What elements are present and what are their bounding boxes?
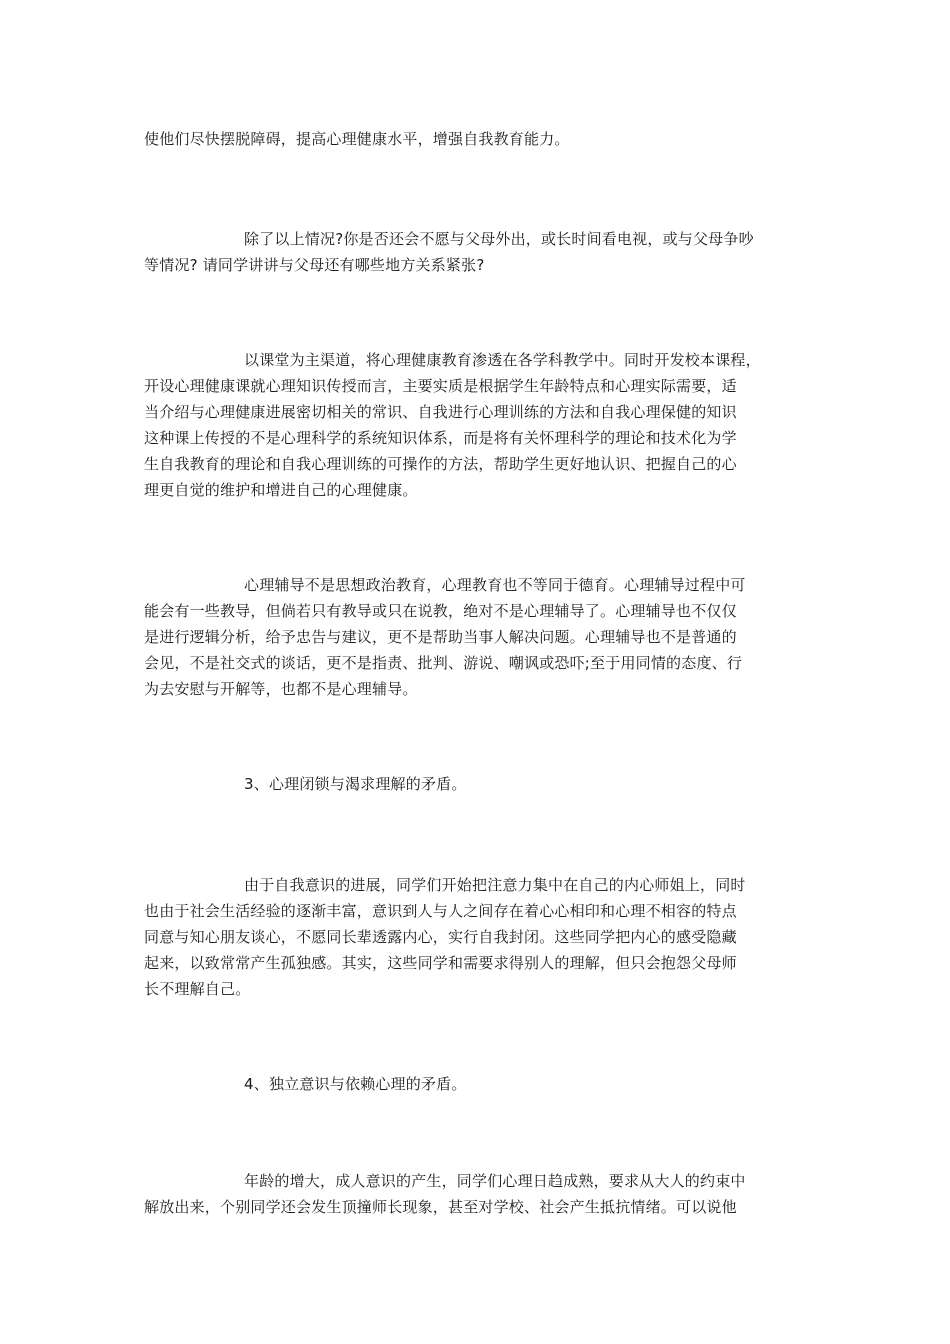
paragraph-line: 使他们尽快摆脱障碍，提高心理健康水平，增强自我教育能力。 [144, 130, 570, 148]
paragraph-line: 开设心理健康课就心理知识传授而言，主要实质是根据学生年龄特点和心理实际需要，适 [144, 377, 737, 395]
paragraph-5 [144, 872, 808, 1002]
paragraph-line: 理更自觉的维护和增进自己的心理健康。 [144, 481, 418, 499]
paragraph-line: 会见，不是社交式的谈话，更不是指责、批判、游说、嘲讽或恐吓;至于用同情的态度、行 [144, 654, 743, 672]
paragraph-line: 解放出来，个别同学还会发生顶撞师长现象，甚至对学校、社会产生抵抗情绪。可以说他 [144, 1198, 737, 1216]
paragraph-line: 年龄的增大，成人意识的产生，同学们心理日趋成熟，要求从大人的约束中 [244, 1172, 746, 1190]
paragraph-line: 由于自我意识的进展，同学们开始把注意力集中在自己的内心师姐上，同时 [244, 876, 746, 894]
paragraph-line: 生自我教育的理论和自我心理训练的可操作的方法，帮助学生更好地认识、把握自己的心 [144, 455, 737, 473]
paragraph-line: 同意与知心朋友谈心，不愿同长辈透露内心，实行自我封闭。这些同学把内心的感受隐藏 [144, 928, 737, 946]
paragraph-line: 起来，以致常常产生孤独感。其实，这些同学和需要求得别人的理解，但只会抱怨父母师 [144, 954, 737, 972]
paragraph-line: 这种课上传授的不是心理科学的系统知识体系，而是将有关怀理科学的理论和技术化为学 [144, 429, 737, 447]
paragraph-line: 以课堂为主渠道，将心理健康教育渗透在各学科教学中。同时开发校本课程， [244, 351, 761, 369]
paragraph-line: 也由于社会生活经验的逐渐丰富，意识到人与人之间存在着心心相印和心理不相容的特点 [144, 902, 737, 920]
paragraph-line: 等情况? 请同学讲讲与父母还有哪些地方关系紧张? [144, 256, 485, 274]
paragraph-1 [144, 126, 808, 152]
section-heading-text: 4、独立意识与依赖心理的矛盾。 [244, 1075, 467, 1093]
section-heading-4 [144, 1071, 808, 1097]
paragraph-line: 当介绍与心理健康进展密切相关的常识、自我进行心理训练的方法和自我心理保健的知识 [144, 403, 737, 421]
paragraph-line: 除了以上情况?你是否还会不愿与父母外出，或长时间看电视，或与父母争吵 [244, 230, 754, 248]
paragraph-line: 是进行逻辑分析，给予忠告与建议，更不是帮助当事人解决问题。心理辅导也不是普通的 [144, 628, 737, 646]
paragraph-6 [144, 1168, 808, 1220]
paragraph-line: 长不理解自己。 [144, 980, 251, 998]
paragraph-line: 为去安慰与开解等，也都不是心理辅导。 [144, 680, 418, 698]
paragraph-4 [144, 572, 808, 702]
section-heading-3 [144, 771, 808, 797]
paragraph-line: 能会有一些教导，但倘若只有教导或只在说教，绝对不是心理辅导了。心理辅导也不仅仅 [144, 602, 737, 620]
paragraph-3 [144, 347, 808, 503]
section-heading-text: 3、心理闭锁与渴求理解的矛盾。 [244, 775, 467, 793]
paragraph-2 [144, 226, 808, 278]
paragraph-line: 心理辅导不是思想政治教育，心理教育也不等同于德育。心理辅导过程中可 [244, 576, 746, 594]
